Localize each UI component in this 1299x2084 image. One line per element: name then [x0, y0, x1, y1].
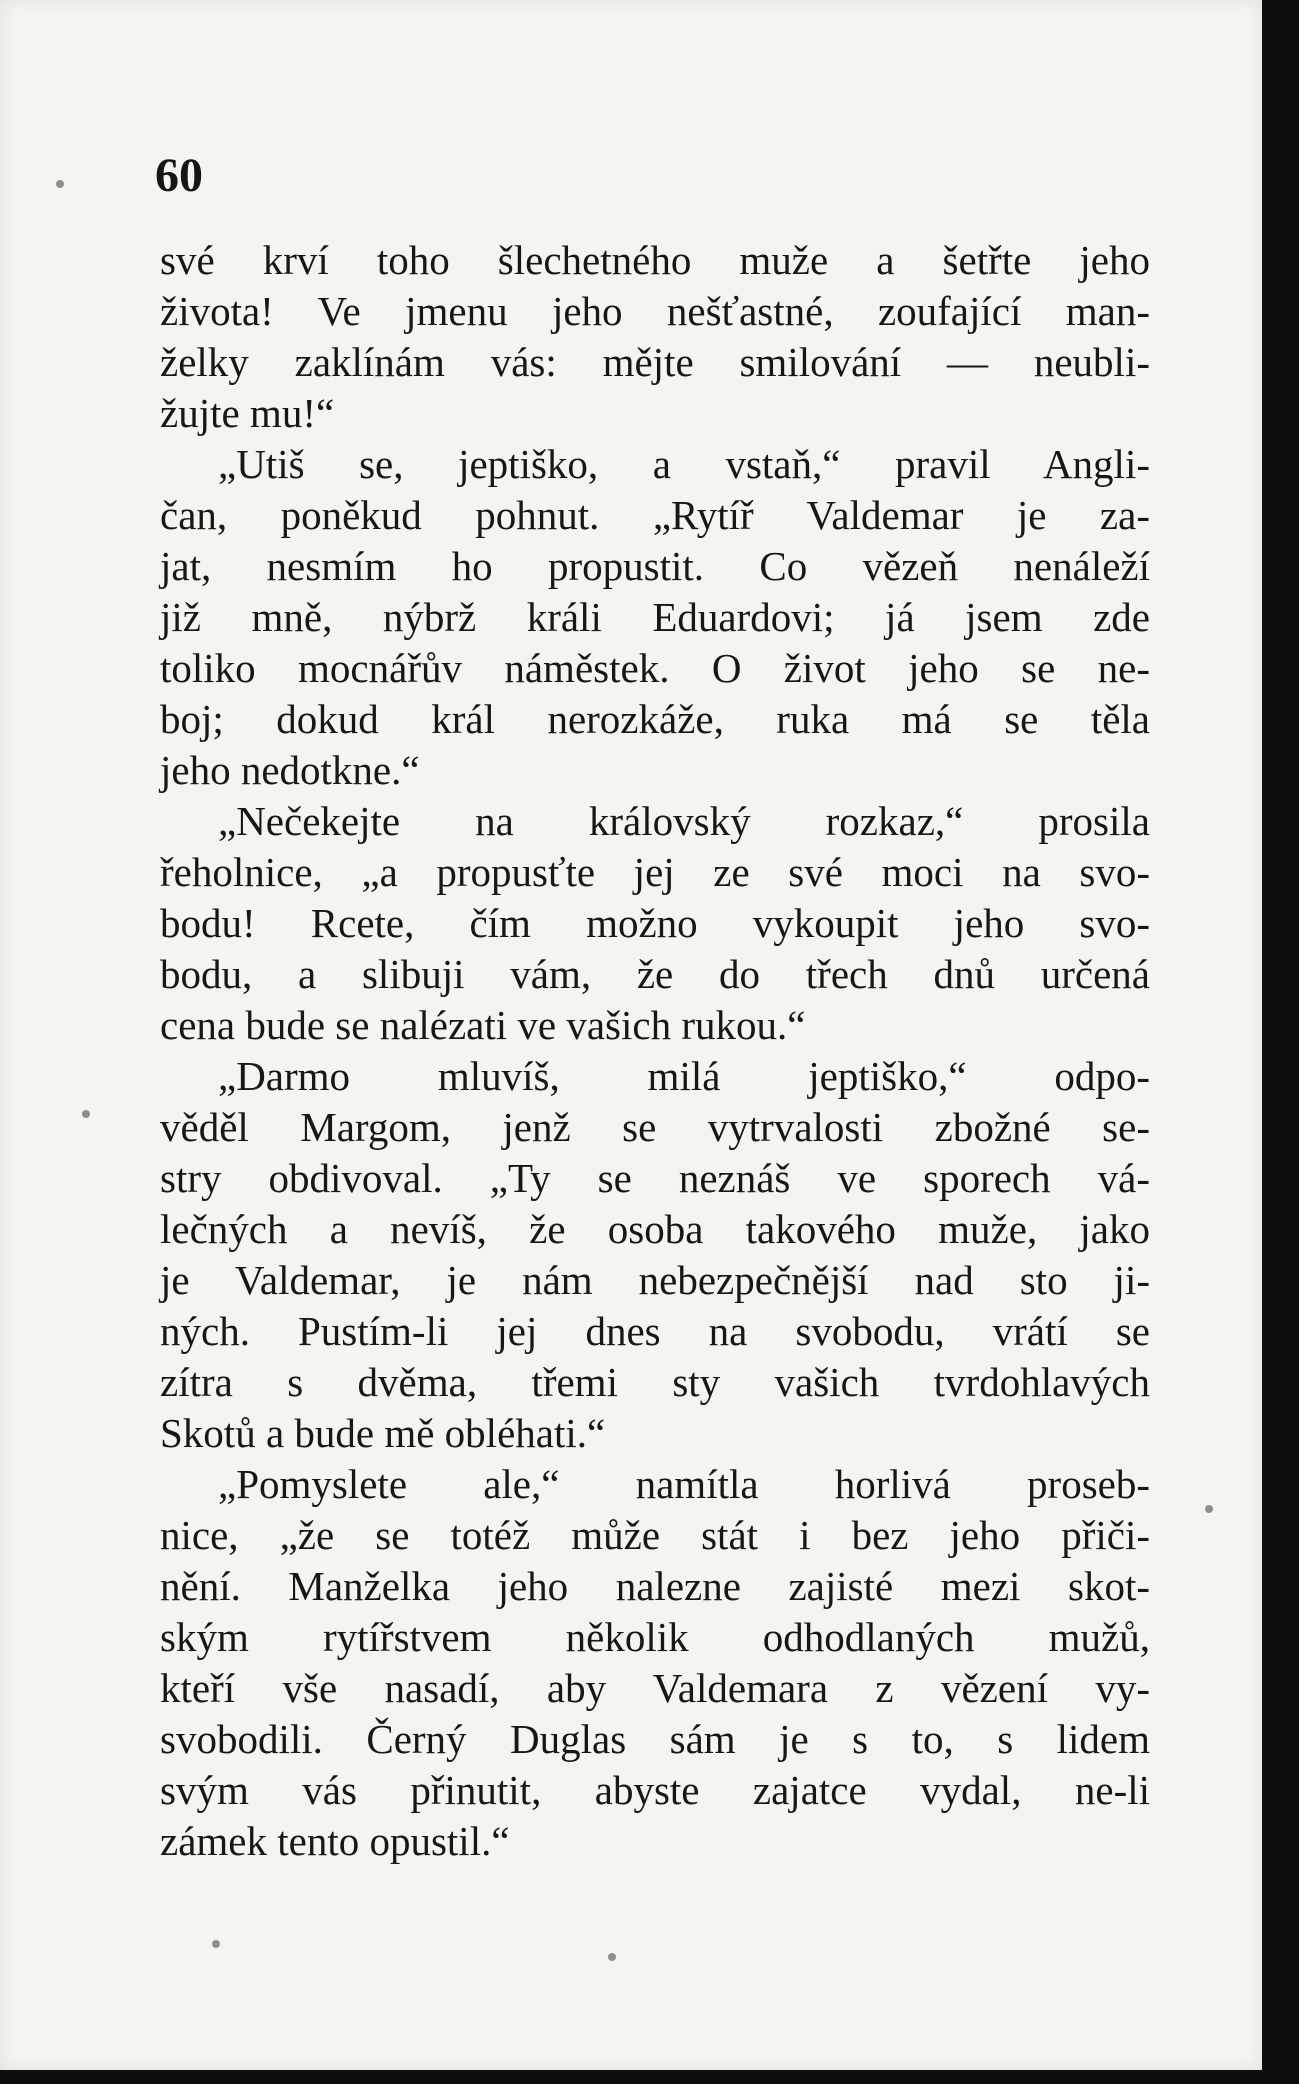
body-text — [160, 235, 1150, 1867]
text-line: svým vás přinutit, abyste zajatce vydal, ne-li — [160, 1767, 1150, 1813]
paper-speck — [56, 180, 64, 188]
text-line: jeho nedotkne.“ — [160, 747, 420, 793]
text-line: cena bude se nalézati ve vašich rukou.“ — [160, 1002, 806, 1048]
text-line: ským rytířstvem několik odhodlaných mužů, — [160, 1614, 1150, 1660]
text-line: bodu, a slibuji vám, že do třech dnů určená — [160, 951, 1150, 997]
page-number: 60 — [155, 149, 203, 202]
text-line: svobodili. Černý Duglas sám je s to, s lidem — [160, 1716, 1150, 1762]
text-line: „Utiš se, jeptiško, a vstaň,“ pravil Angli- — [218, 441, 1150, 487]
text-line: „Darmo mluvíš, milá jeptiško,“ odpo- — [218, 1053, 1150, 1099]
scan-border-right — [1262, 0, 1299, 2084]
text-line: nění. Manželka jeho nalezne zajisté mezi skot- — [160, 1563, 1150, 1609]
paper-speck — [1205, 1505, 1213, 1513]
text-line: Skotů a bude mě obléhati.“ — [160, 1410, 606, 1456]
text-line: žujte mu!“ — [160, 390, 335, 436]
paper-speck — [608, 1953, 616, 1961]
paper-speck — [212, 1940, 220, 1948]
text-line: lečných a nevíš, že osoba takového muže, jako — [160, 1206, 1150, 1252]
text-line: bodu! Rcete, čím možno vykoupit jeho svo- — [160, 900, 1150, 946]
text-line: nice, „že se totéž může stát i bez jeho přiči- — [160, 1512, 1150, 1558]
text-line: života! Ve jmenu jeho nešťastné, zoufající man- — [160, 288, 1150, 334]
text-line: jat, nesmím ho propustit. Co vězeň nenáleží — [160, 543, 1150, 589]
text-line: je Valdemar, je nám nebezpečnější nad sto ji- — [160, 1257, 1150, 1303]
text-line: stry obdivoval. „Ty se neznáš ve sporech vá- — [160, 1155, 1150, 1201]
text-line: „Pomyslete ale,“ namítla horlivá proseb- — [218, 1461, 1150, 1507]
text-line: věděl Margom, jenž se vytrvalosti zbožné se- — [160, 1104, 1150, 1150]
text-line: kteří vše nasadí, aby Valdemara z vězení vy- — [160, 1665, 1150, 1711]
scan-border-bottom — [0, 2070, 1299, 2084]
text-line: již mně, nýbrž králi Eduardovi; já jsem zde — [160, 594, 1150, 640]
text-line: čan, poněkud pohnut. „Rytíř Valdemar je za- — [160, 492, 1150, 538]
text-line: ných. Pustím-li jej dnes na svobodu, vrátí se — [160, 1308, 1150, 1354]
text-line: boj; dokud král nerozkáže, ruka má se těla — [160, 696, 1150, 742]
paper-speck — [82, 1110, 90, 1118]
text-line: řeholnice, „a propusťte jej ze své moci na svo- — [160, 849, 1150, 895]
text-line: zámek tento opustil.“ — [160, 1818, 510, 1864]
text-line: želky zaklínám vás: mějte smilování — neubli- — [160, 339, 1150, 385]
text-line: toliko mocnářův náměstek. O život jeho se ne- — [160, 645, 1150, 691]
text-line: zítra s dvěma, třemi sty vašich tvrdohlavých — [160, 1359, 1150, 1405]
text-line: „Nečekejte na královský rozkaz,“ prosila — [218, 798, 1150, 844]
text-line: své krví toho šlechetného muže a šetřte jeho — [160, 237, 1150, 283]
